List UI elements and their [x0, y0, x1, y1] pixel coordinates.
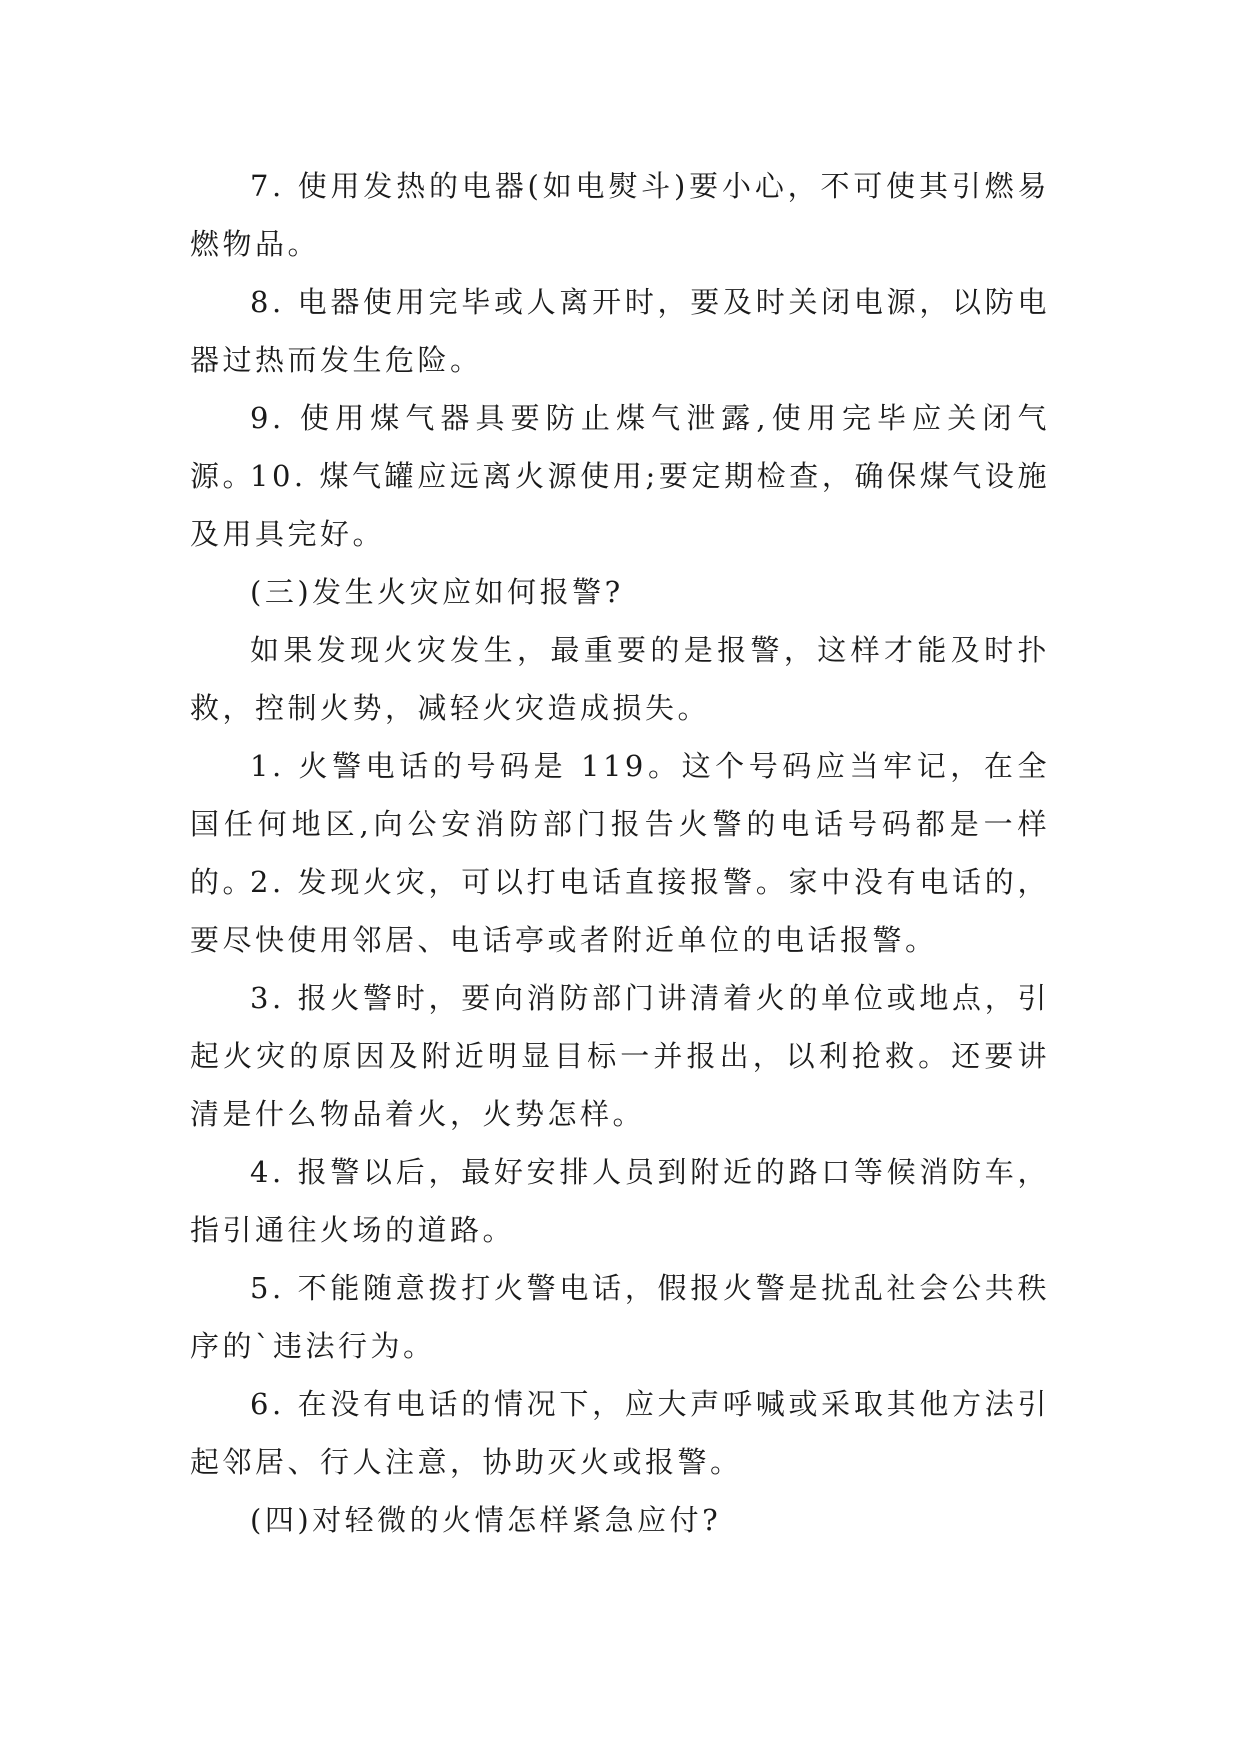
paragraph-alarm-6: 6. 在没有电话的情况下，应大声呼喊或采取其他方法引起邻居、行人注意，协助灭火或报警。 [190, 1387, 1050, 1479]
paragraph-item-7: 7. 使用发热的电器(如电熨斗)要小心，不可使其引燃易燃物品。 [190, 169, 1050, 261]
paragraph-item-10: 10. 煤气罐应远离火源使用;要定期检查，确保煤气设施及用具完好。 [190, 459, 1051, 551]
paragraph-alarm-1: 1. 火警电话的号码是 119。这个号码应当牢记，在全国任何地区,向公安消防部门报告火警的电话号码都是一样的。 [190, 749, 1050, 899]
paragraph-item-9: 9. 使用煤气器具要防止煤气泄露,使用完毕应关闭气源。 [190, 401, 1050, 493]
paragraph-alarm-2: 2. 发现火灾，可以打电话直接报警。家中没有电话的，要尽快使用邻居、电话亭或者附近单位的电话报警。 [190, 865, 1050, 957]
section-heading-3: (三)发生火灾应如何报警? [250, 575, 624, 609]
paragraph-intro: 如果发现火灾发生，最重要的是报警，这样才能及时扑救，控制火势，减轻火灾造成损失。 [190, 633, 1050, 725]
paragraph-alarm-5: 5. 不能随意拨打火警电话，假报火警是扰乱社会公共秩序的`违法行为。 [190, 1271, 1050, 1363]
paragraph-alarm-3: 3. 报火警时，要向消防部门讲清着火的单位或地点，引起火灾的原因及附近明显目标一并报出，以利抢救。还要讲清是什么物品着火，火势怎样。 [190, 981, 1050, 1131]
paragraph-alarm-4: 4. 报警以后，最好安排人员到附近的路口等候消防车，指引通往火场的道路。 [190, 1155, 1050, 1247]
section-heading-4: (四)对轻微的火情怎样紧急应付? [250, 1503, 722, 1537]
paragraph-item-8: 8. 电器使用完毕或人离开时，要及时关闭电源，以防电器过热而发生危险。 [190, 285, 1050, 377]
